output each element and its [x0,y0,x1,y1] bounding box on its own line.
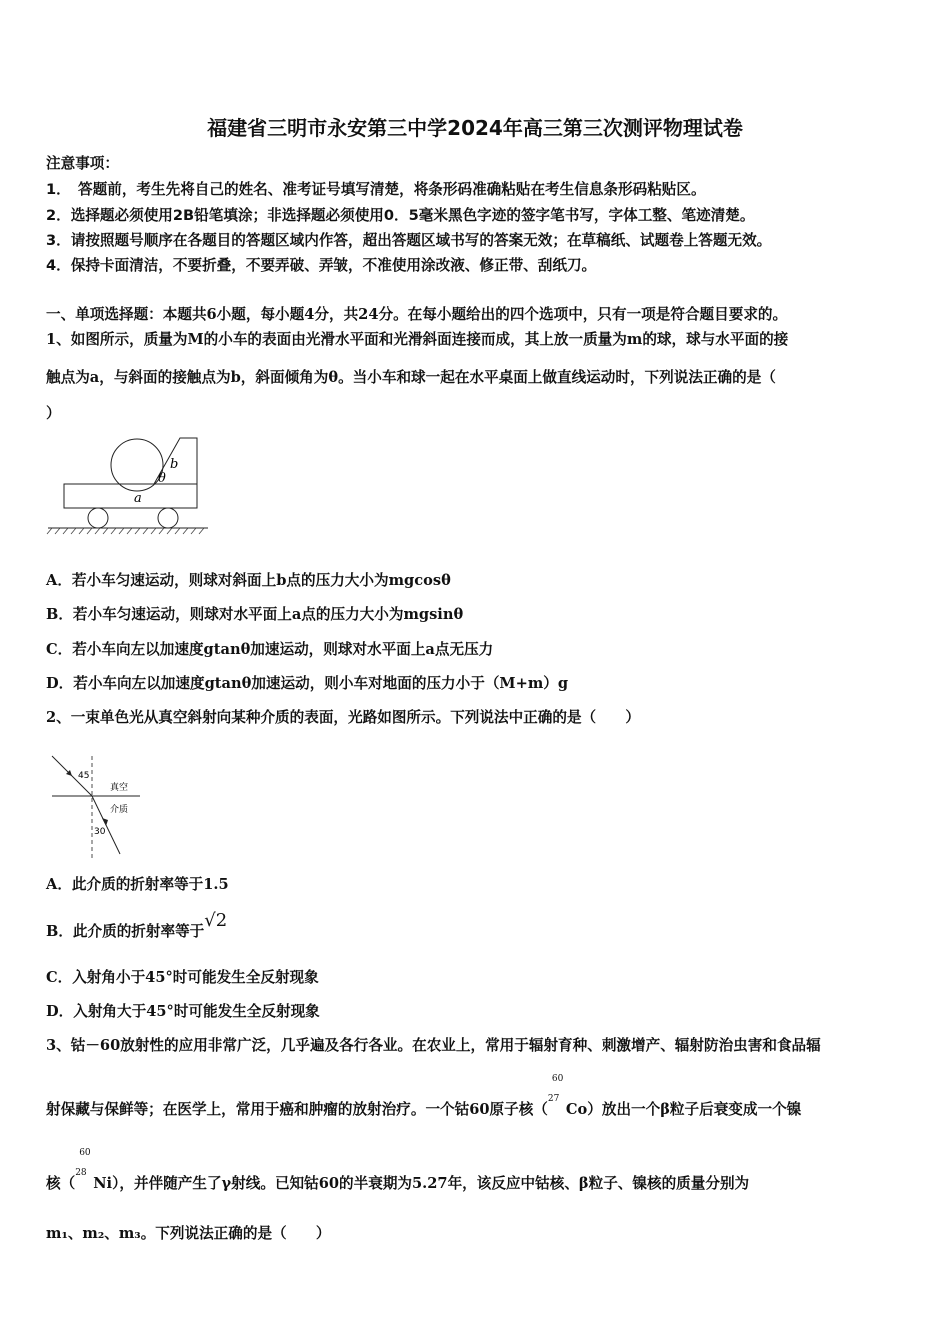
q1-option-c: C．若小车向左以加速度gtanθ加速运动，则球对水平面上a点无压力 [46,641,494,658]
ni-atomic-number: 28 [75,1168,87,1178]
ball [111,439,163,491]
q1-stem-line: 触点为a，与斜面的接触点为b，斜面倾角为θ。当小车和球一起在水平桌面上做直线运动时，下列说法正确的是（ [46,369,776,386]
refracted-arrow-icon [102,818,108,826]
q1-option-b: B．若小车匀速运动，则球对水平面上a点的压力大小为mgsinθ [46,606,464,623]
q1-option-d: D．若小车向左以加速度gtanθ加速运动，则小车对地面的压力小于（M+m）g [46,675,569,692]
q3-line2-post: ）放出一个β粒子后衰变成一个镍 [587,1101,802,1118]
co-symbol: Co [565,1101,588,1118]
q1-stem-line: ） [46,405,61,422]
q3-line2-pre: 射保藏与保鲜等；在医学上，常用于癌和肿瘤的放射治疗。一个钴60原子核（ [46,1101,548,1118]
ni-symbol: Ni [93,1175,113,1192]
page-title: 福建省三明市永安第三中学2024年高三第三次测评物理试卷 [207,116,743,140]
ni-mass-number: 60 [79,1148,91,1158]
angle-30-label: 30 [94,827,106,837]
co-atomic-number: 27 [547,1094,560,1104]
co-mass-number: 60 [551,1074,564,1084]
cobalt-nuclide [547,1074,566,1114]
section-heading: 一、单项选择题：本题共6小题，每小题4分，共24分。在每小题给出的四个选项中，只有一项是符合题目要求的。 [46,306,788,323]
wheel-left [88,508,108,528]
q3-stem-line: m₁、m₂、m₃。下列说法正确的是（ ） [46,1225,331,1242]
q2-option-b [46,910,228,941]
notice-heading: 注意事项： [46,155,119,172]
q2-option-c: C．入射角小于45°时可能发生全反射现象 [46,969,319,986]
q3-line3-post: ），并伴随产生了γ射线。已知钴60的半衰期为5.27年，该反应中钴核、β粒子、镍核的质量分别为 [112,1175,750,1192]
q3-stem-line [46,1074,802,1119]
vacuum-label: 真空 [110,783,129,793]
q2-option-b-text: B．此介质的折射率等于 [46,923,205,940]
angle-45-label: 45 [78,771,90,781]
q1-option-a: A．若小车匀速运动，则球对斜面上b点的压力大小为mgcosθ [46,572,451,589]
notice-item: 1． 答题前，考生先将自己的姓名、准考证号填写清楚，将条形码准确粘贴在考生信息条形码粘贴区。 [46,181,706,198]
wheel-right [158,508,178,528]
notice-item: 4．保持卡面清洁，不要折叠，不要弄破、弄皱，不准使用涂改液、修正带、刮纸刀。 [46,257,597,274]
q3-stem-line: 3、钴－60放射性的应用非常广泛，几乎遍及各行各业。在农业上，常用于辐射育种、刺激增产、辐射防治虫害和食品辐 [46,1037,821,1054]
nickel-nuclide [75,1148,93,1188]
sqrt-two: √2 [204,910,228,931]
cart-body [64,484,197,508]
q2-refraction-diagram [44,750,144,862]
notice-item: 2．选择题必须使用2B铅笔填涂；非选择题必须使用0．5毫米黑色字迹的签字笔书写，字体工整、笔迹清楚。 [46,207,755,224]
q1-stem-line: 1、如图所示，质量为M的小车的表面由光滑水平面和光滑斜面连接而成，其上放一质量为m的球，球与水平面的接 [46,331,789,348]
label-a: a [134,491,142,506]
q2-stem: 2、一束单色光从真空斜射向某种介质的表面，光路如图所示。下列说法中正确的是（ ） [46,709,640,726]
q1-cart-diagram [44,430,214,540]
q2-option-a: A．此介质的折射率等于1.5 [46,876,229,893]
q3-line3-pre: 核（ [46,1175,76,1192]
q3-stem-line [46,1148,750,1193]
notice-item: 3．请按照题号顺序在各题目的答题区域内作答，超出答题区域书写的答案无效；在草稿纸、试题卷上答题无效。 [46,232,772,249]
label-b: b [170,457,179,472]
label-theta: θ [158,471,166,486]
q2-option-d: D．入射角大于45°时可能发生全反射现象 [46,1003,320,1020]
medium-label: 介质 [110,805,129,815]
